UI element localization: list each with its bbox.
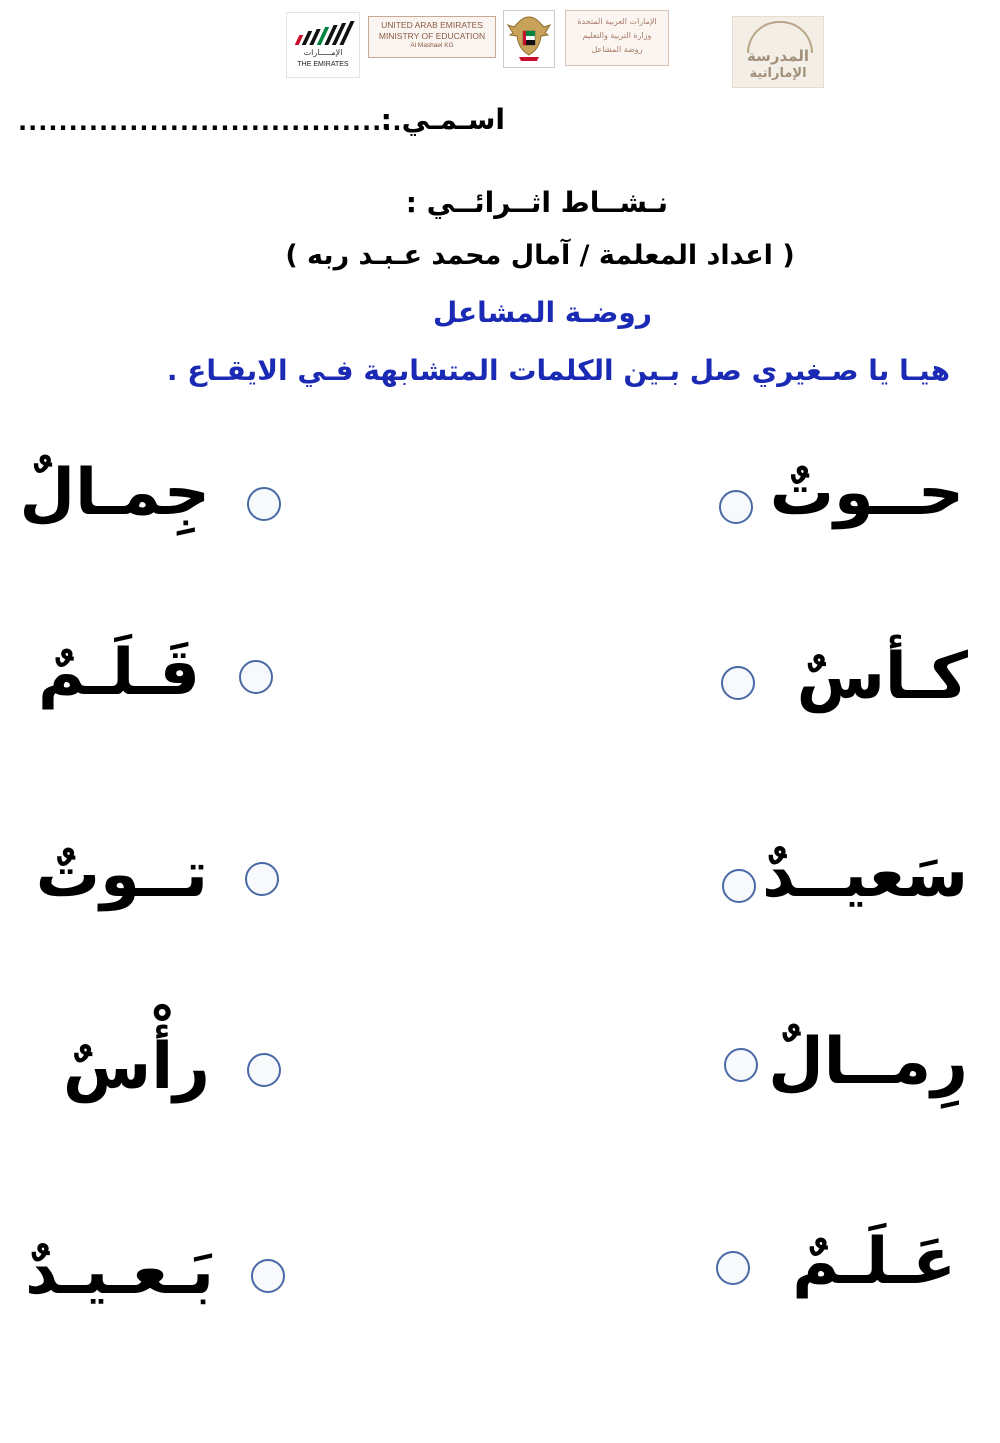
right-word-2: كـأسٌ [796, 640, 968, 714]
kindergarten-name: روضـة المشاعل [433, 296, 652, 329]
school-logo-line-2: الإماراتية [749, 66, 807, 81]
emirates-bars-icon [297, 21, 351, 45]
emirates-arabic-label: الإمـــــارات [303, 48, 343, 57]
ministry-line-2: MINISTRY OF EDUCATION [378, 31, 486, 41]
author-line: ( اعداد المعلمة / آمال محمد عـبـد ربه ) [285, 240, 795, 271]
left-word-2: قَـلَـمٌ [38, 636, 200, 710]
ministry-line-1: UNITED ARAB EMIRATES [381, 20, 483, 30]
left-connector-dot-4[interactable] [247, 1053, 281, 1087]
arabic-logo-line-1: الإمارات العربية المتحدة [577, 17, 657, 26]
emirates-english-label: THE EMIRATES [297, 61, 349, 68]
name-field-dots[interactable]: ...................................... [18, 108, 403, 136]
emirates-logo [286, 12, 360, 78]
right-connector-dot-4[interactable] [724, 1048, 758, 1082]
left-connector-dot-1[interactable] [247, 487, 281, 521]
right-word-1: حــوتٌ [769, 456, 964, 530]
right-connector-dot-2[interactable] [721, 666, 755, 700]
activity-title: نـشــاط اثــرائــي : [405, 186, 668, 219]
left-word-1: جِمـالٌ [19, 456, 210, 530]
name-label: اسـمـي : [380, 103, 505, 136]
left-connector-dot-5[interactable] [251, 1259, 285, 1293]
instruction-text: هيـا يا صـغيري صل بـين الكلمات المتشابهة فـي الايقـاع . [166, 354, 950, 387]
right-word-3: سَعيــدٌ [762, 838, 968, 912]
right-connector-dot-5[interactable] [716, 1251, 750, 1285]
left-word-3: تــوتٌ [35, 838, 208, 912]
right-word-4: رِمــالٌ [768, 1025, 968, 1099]
school-logo-line-1: المدرسة [747, 47, 809, 65]
left-connector-dot-2[interactable] [239, 660, 273, 694]
ministry-line-3: Al Mashael KG [410, 42, 454, 49]
emirati-school-logo [732, 16, 824, 88]
arabic-logo-line-3: روضة المشاعل [591, 45, 643, 54]
left-word-5: بَـعـيـدٌ [25, 1235, 214, 1309]
left-connector-dot-3[interactable] [245, 862, 279, 896]
logo-bar [0, 8, 1000, 88]
uae-crest-icon [503, 10, 555, 68]
ministry-logo [368, 16, 496, 58]
right-connector-dot-3[interactable] [722, 869, 756, 903]
arabic-logo-line-2: وزارة التربية والتعليم [582, 31, 652, 40]
left-word-4: رأْسٌ [62, 1030, 210, 1104]
right-connector-dot-1[interactable] [719, 490, 753, 524]
right-word-5: عَـلَـمٌ [792, 1225, 956, 1299]
arabic-ministry-logo [565, 10, 669, 66]
